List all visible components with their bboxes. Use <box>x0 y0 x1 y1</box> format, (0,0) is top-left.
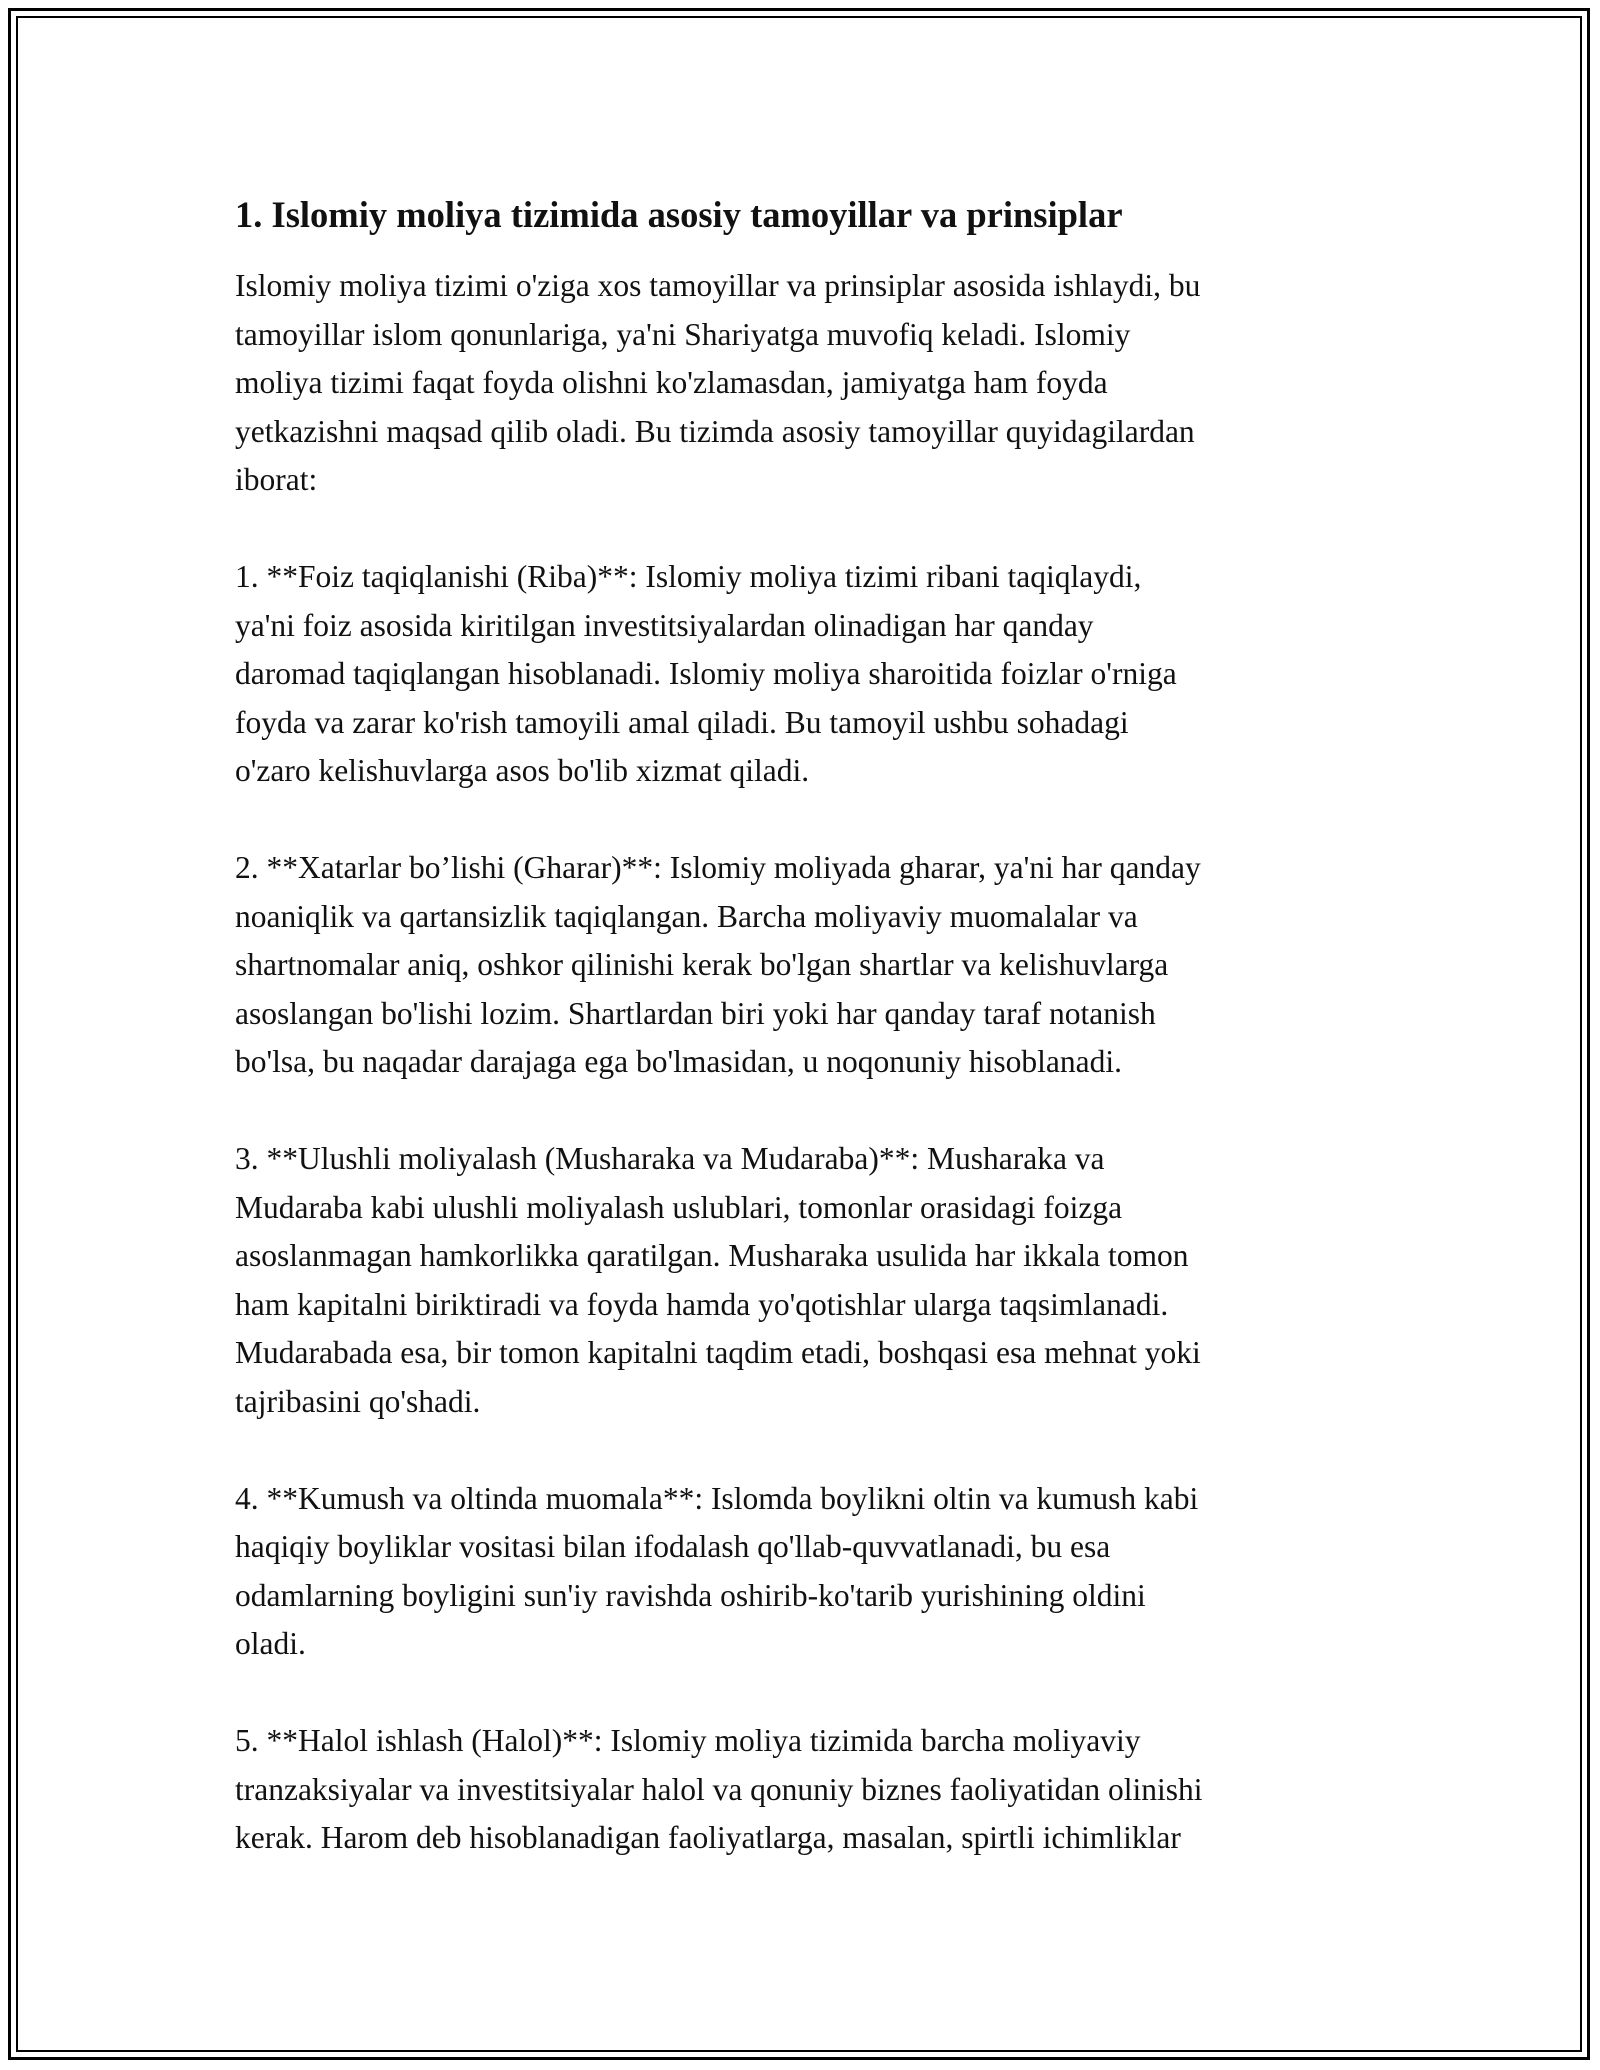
text-line: o'zaro kelishuvlarga asos bo'lib xizmat qiladi. <box>235 753 810 788</box>
text-line: 2. **Xatarlar bo’lishi (Gharar)**: Islomiy moliyada gharar, ya'ni har qanday <box>235 850 1201 885</box>
text-line: tajribasini qo'shadi. <box>235 1383 481 1419</box>
principle-musharaka-paragraph <box>235 1135 1365 1426</box>
text-line: yetkazishni maqsad qilib oladi. Bu tizimda asosiy tamoyillar quyidagilardan <box>235 413 1195 449</box>
text-line: asoslangan bo'lishi lozim. Shartlardan biri yoki har qanday taraf notanish <box>235 995 1156 1031</box>
text-line: moliya tizimi faqat foyda olishni ko'zlamasdan, jamiyatga ham foyda <box>235 365 1108 400</box>
text-line: Mudarabada esa, bir tomon kapitalni taqdim etadi, boshqasi esa mehnat yoki <box>235 1335 1201 1370</box>
text-line: 1. **Foiz taqiqlanishi (Riba)**: Islomiy moliya tizimi ribani taqiqlaydi, <box>235 559 1142 594</box>
intro-paragraph <box>235 262 1365 505</box>
text-line: tranzaksiyalar va investitsiyalar halol va qonuniy biznes faoliyatidan olinishi <box>235 1771 1203 1807</box>
text-line: noaniqlik va qartansizlik taqiqlangan. Barcha moliyaviy muomalalar va <box>235 898 1138 934</box>
text-line: ya'ni foiz asosida kiritilgan investitsiyalardan olinadigan har qanday <box>235 607 1094 643</box>
text-line: 4. **Kumush va oltinda muomala**: Islomda boylikni oltin va kumush kabi <box>235 1480 1199 1516</box>
text-line: 5. **Halol ishlash (Halol)**: Islomiy moliya tizimida barcha moliyaviy <box>235 1723 1141 1758</box>
text-line: odamlarning boyligini sun'iy ravishda oshirib-ko'tarib yurishining oldini <box>235 1577 1146 1613</box>
text-line: foyda va zarar ko'rish tamoyili amal qiladi. Bu tamoyil ushbu sohadagi <box>235 704 1129 740</box>
text-line: iborat: <box>235 462 318 497</box>
text-line: kerak. Harom deb hisoblanadigan faoliyatlarga, masalan, spirtli ichimliklar <box>235 1820 1181 1855</box>
text-line: Islomiy moliya tizimi o'ziga xos tamoyillar va prinsiplar asosida ishlaydi, bu <box>235 268 1201 303</box>
principle-gold-silver-paragraph <box>235 1475 1365 1669</box>
text-line: tamoyillar islom qonunlariga, ya'ni Shariyatga muvofiq keladi. Islomiy <box>235 316 1131 352</box>
principle-halal-paragraph <box>235 1717 1365 1863</box>
principle-gharar-paragraph <box>235 844 1365 1087</box>
text-line: daromad taqiqlangan hisoblanadi. Islomiy moliya sharoitida foizlar o'rniga <box>235 656 1177 691</box>
text-line: haqiqiy boyliklar vositasi bilan ifodalash qo'llab-quvvatlanadi, bu esa <box>235 1529 1111 1564</box>
section-heading: 1. Islomiy moliya tizimida asosiy tamoyillar va prinsiplar <box>235 194 1123 235</box>
text-line: asoslanmagan hamkorlikka qaratilgan. Musharaka usulida har ikkala tomon <box>235 1238 1189 1273</box>
text-line: 3. **Ulushli moliyalash (Musharaka va Mudaraba)**: Musharaka va <box>235 1141 1105 1176</box>
text-line: oladi. <box>235 1626 306 1661</box>
principle-riba-paragraph <box>235 553 1365 796</box>
text-line: shartnomalar aniq, oshkor qilinishi kerak bo'lgan shartlar va kelishuvlarga <box>235 947 1169 982</box>
text-line: bo'lsa, bu naqadar darajaga ega bo'lmasidan, u noqonuniy hisoblanadi. <box>235 1044 1122 1079</box>
document-body <box>235 190 1365 1911</box>
text-line: Mudaraba kabi ulushli moliyalash uslublari, tomonlar orasidagi foizga <box>235 1189 1123 1225</box>
text-line: ham kapitalni biriktiradi va foyda hamda yo'qotishlar ularga taqsimlanadi. <box>235 1286 1169 1322</box>
